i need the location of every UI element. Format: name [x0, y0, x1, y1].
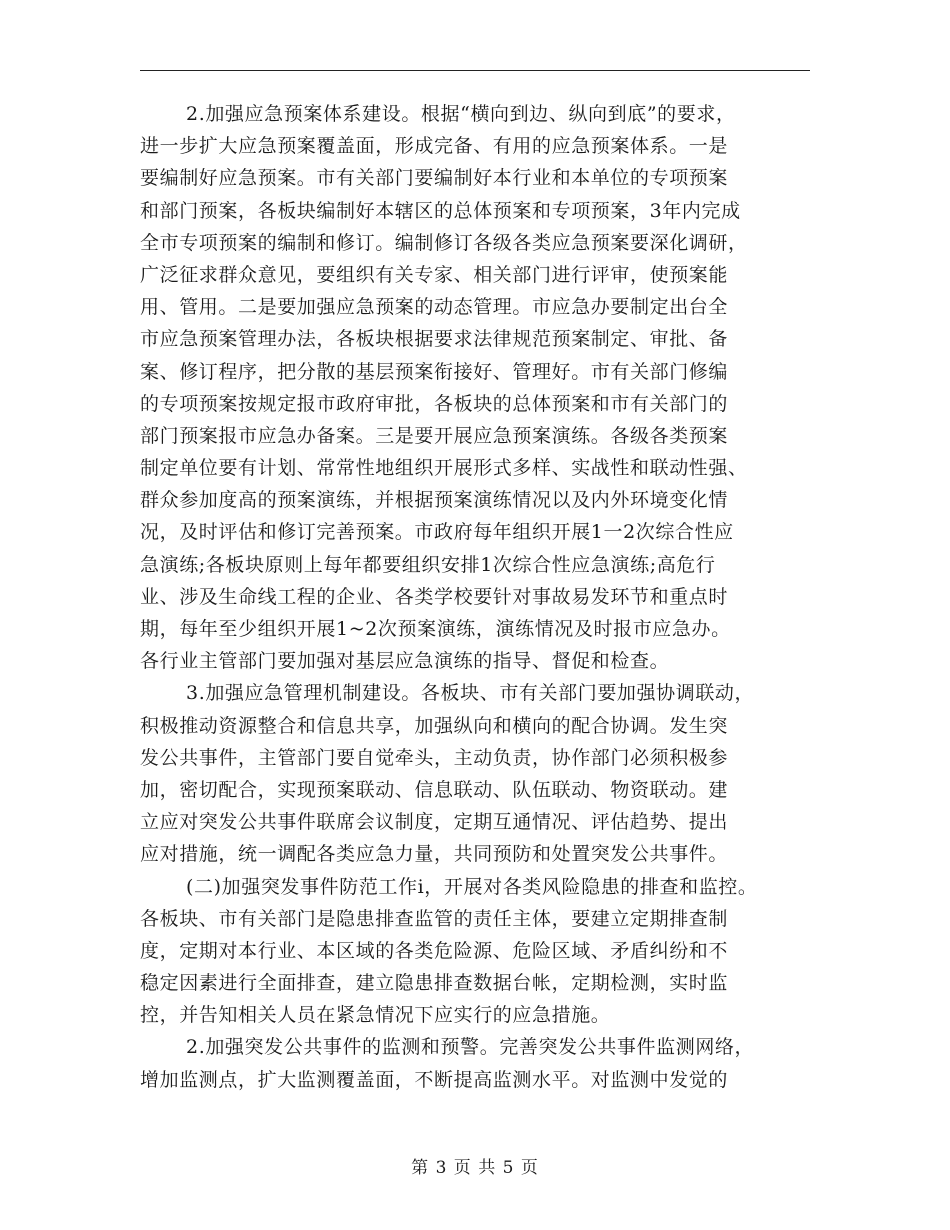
text-line: 部门预案报市应急办备案。三是要开展应急预案演练。各级各类预案 — [140, 424, 729, 447]
text-line: 发公共事件，主管部门要自觉牵头，主动负责，协作部门必须积极参 — [140, 746, 729, 769]
text-line: 急演练;各板块原则上每年都要组织安排1次综合性应急演练;高危行 — [140, 553, 716, 576]
text-line: 稳定因素进行全面排查，建立隐患排查数据台帐，定期检测，实时监 — [140, 972, 729, 995]
text-line: 制定单位要有计划、常常性地组织开展形式多样、实战性和联动性强、 — [140, 457, 748, 480]
text-line: 加，密切配合，实现预案联动、信息联动、队伍联动、物资联动。建 — [140, 778, 729, 801]
text-line: 要编制好应急预案。市有关部门要编制好本行业和本单位的专项预案 — [140, 167, 729, 190]
text-line: 控，并告知相关人员在紧急情况下应实行的应急措施。 — [140, 1004, 611, 1027]
text-line: 案、修订程序，把分散的基层预案衔接好、管理好。市有关部门修编 — [140, 360, 729, 383]
page-footer: 第 3 页 共 5 页 — [411, 1158, 539, 1178]
text-line: 积极推动资源整合和信息共享，加强纵向和横向的配合协调。发生突 — [140, 714, 729, 737]
text-line: 况，及时评估和修订完善预案。市政府每年组织开展1一2次综合性应 — [140, 521, 734, 544]
text-line: 各行业主管部门要加强对基层应急演练的指导、督促和检查。 — [140, 650, 670, 673]
text-line: 各板块、市有关部门是隐患排查监管的责任主体，要建立定期排查制 — [140, 907, 729, 930]
text-line: 3.加强应急管理机制建设。各板块、市有关部门要加强协调联动， — [186, 682, 755, 705]
text-line: 业、涉及生命线工程的企业、各类学校要针对事故易发环节和重点时 — [140, 585, 729, 608]
text-line: 全市专项预案的编制和修订。编制修订各级各类应急预案要深化调研， — [140, 231, 748, 254]
text-line: 广泛征求群众意见，要组织有关专家、相关部门进行评审，使预案能 — [140, 263, 729, 286]
text-line: 期，每年至少组织开展1~2次预案演练，演练情况及时报市应急办。 — [140, 618, 731, 640]
header-rule — [140, 70, 810, 71]
text-line: 群众参加度高的预案演练，并根据预案演练情况以及内外环境变化情 — [140, 489, 729, 512]
text-line: 增加监测点，扩大监测覆盖面，不断提高监测水平。对监测中发觉的 — [140, 1068, 729, 1091]
text-line: 2.加强应急预案体系建设。根据“横向到边、纵向到底”的要求， — [186, 103, 736, 125]
text-line: 的专项预案按规定报市政府审批，各板块的总体预案和市有关部门的 — [140, 392, 729, 415]
document-body — [140, 98, 816, 1096]
text-line: 度，定期对本行业、本区域的各类危险源、危险区域、矛盾纠纷和不 — [140, 939, 729, 962]
text-line: 应对措施，统一调配各类应急力量，共同预防和处置突发公共事件。 — [140, 843, 729, 866]
text-line: 2.加强突发公共事件的监测和预警。完善突发公共事件监测网络， — [186, 1036, 755, 1059]
text-line: 市应急预案管理办法，各板块根据要求法律规范预案制定、审批、备 — [140, 328, 729, 351]
text-line: 进一步扩大应急预案覆盖面，形成完备、有用的应急预案体系。一是 — [140, 135, 729, 158]
text-line: 用、管用。二是要加强应急预案的动态管理。市应急办要制定出台全 — [140, 296, 729, 319]
text-line: 立应对突发公共事件联席会议制度，定期互通情况、评估趋势、提出 — [140, 811, 729, 834]
text-line: 和部门预案，各板块编制好本辖区的总体预案和专项预案，3年内完成 — [140, 199, 741, 222]
text-line: (二)加强突发事件防范工作i，开展对各类风险隐患的排查和监控。 — [186, 875, 758, 898]
